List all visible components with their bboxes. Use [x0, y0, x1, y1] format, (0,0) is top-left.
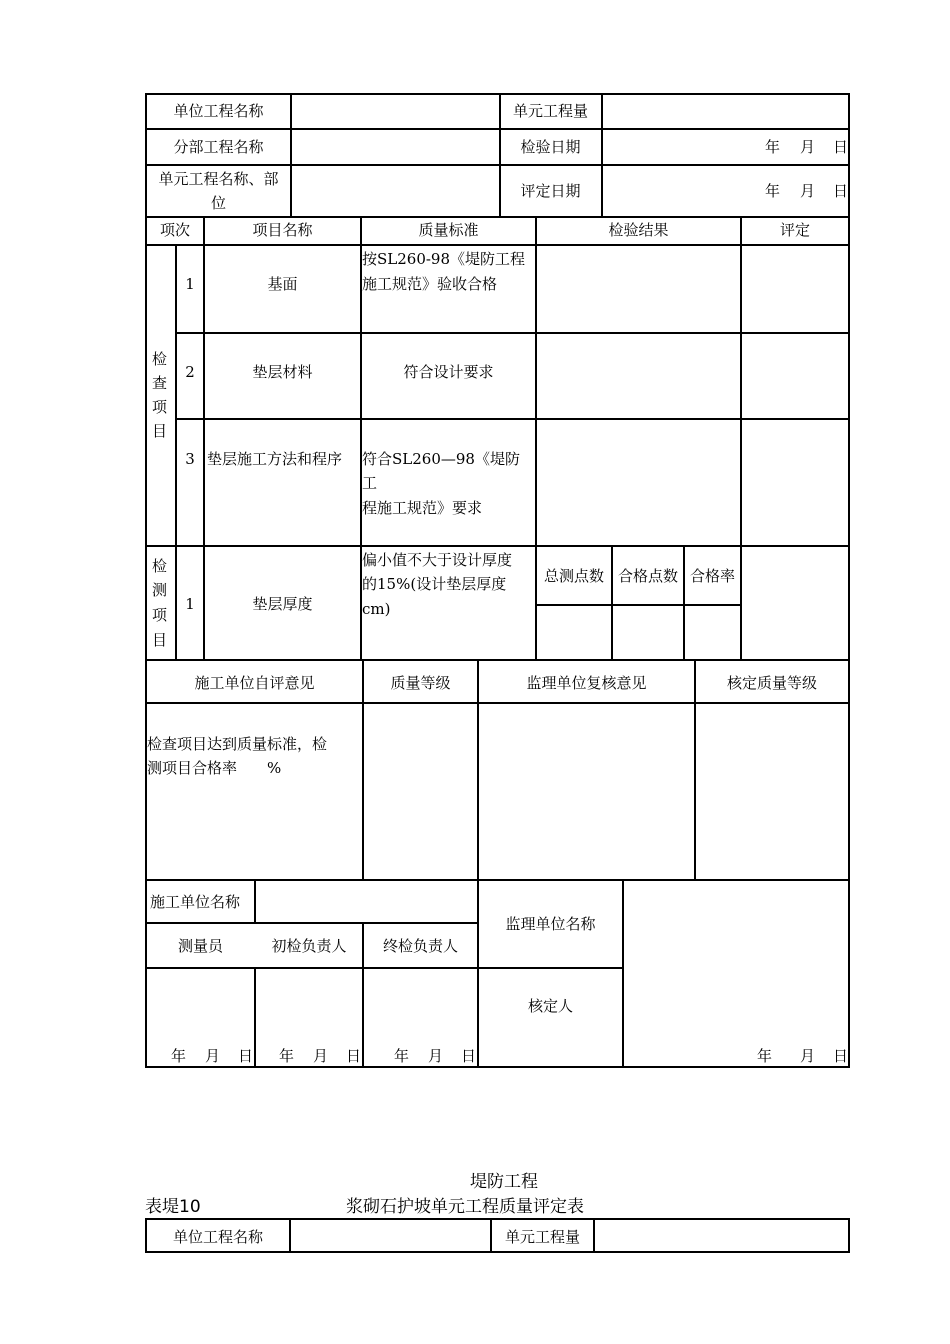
- self-eval-text-line1: 检查项目达到质量标准，检: [147, 735, 328, 753]
- measure-row-1-no: 1: [185, 595, 195, 613]
- final-inspector-date-year: 年: [394, 1047, 410, 1065]
- inspection-date-month: 月: [800, 138, 816, 156]
- check-row-1-no: 1: [185, 275, 195, 293]
- final-inspector-date-month: 月: [428, 1047, 444, 1065]
- inspection-date-label: 检验日期: [520, 138, 581, 156]
- check-row-1-standard-line2: 施工规范》验收合格: [362, 275, 498, 293]
- next-page-unit-quantity: 单元工程量: [504, 1228, 580, 1246]
- check-row-3-no: 3: [185, 450, 195, 468]
- measure-group-label-4: 目: [152, 631, 168, 649]
- measure-standard-line2: 的15%(设计垫层厚度: [362, 575, 507, 593]
- check-row-3-standard-line2: 工: [362, 474, 378, 492]
- check-row-3-name: 垫层施工方法和程序: [207, 450, 343, 468]
- initial-inspector-date-year: 年: [279, 1047, 295, 1065]
- pass-points-header: 合格点数: [617, 567, 678, 585]
- supervisor-review-header: 监理单位复核意见: [526, 674, 647, 692]
- next-page-category: 堤防工程: [470, 1172, 538, 1192]
- check-row-1-standard-line1: 按SL260-98《堤防工程: [362, 250, 526, 268]
- unit-name-label-line2: 位: [210, 194, 226, 212]
- unit-name-label-line1: 单元工程名称、部: [158, 170, 279, 188]
- check-group-label-3: 项: [152, 398, 168, 416]
- pass-rate-header: 合格率: [689, 567, 735, 585]
- contractor-name-label: 施工单位名称: [150, 893, 241, 911]
- surveyor-label: 测量员: [177, 937, 223, 955]
- standard-header: 质量标准: [418, 221, 479, 239]
- supervisor-name-label: 监理单位名称: [505, 915, 596, 933]
- measure-row-1-name: 垫层厚度: [252, 595, 313, 613]
- measure-standard-line3: cm): [362, 600, 391, 618]
- approver-date-month: 月: [800, 1047, 816, 1065]
- inspection-date-day: 日: [833, 138, 849, 156]
- approver-date-year: 年: [757, 1047, 773, 1065]
- measure-group-label-3: 项: [152, 606, 168, 624]
- next-page-table-code: 表堤10: [145, 1197, 201, 1217]
- surveyor-date-year: 年: [171, 1047, 187, 1065]
- check-row-3-standard-line1: 符合SL260—98《堤防: [362, 450, 520, 468]
- evaluation-date-month: 月: [800, 182, 816, 200]
- measure-group-label-1: 检: [152, 557, 168, 575]
- check-row-2-standard: 符合设计要求: [403, 363, 494, 381]
- total-points-header: 总测点数: [543, 567, 604, 585]
- evaluation-date-year: 年: [765, 182, 781, 200]
- final-inspector-label: 终检负责人: [382, 937, 458, 955]
- sub-project-name-label: 分部工程名称: [173, 138, 264, 156]
- unit-quantity-label: 单元工程量: [512, 102, 588, 120]
- evaluation-date-day: 日: [833, 182, 849, 200]
- evaluation-date-label: 评定日期: [520, 182, 581, 200]
- result-header: 检验结果: [608, 221, 669, 239]
- initial-inspector-date-day: 日: [346, 1047, 362, 1065]
- check-group-label-1: 检: [152, 350, 168, 368]
- check-group-label-4: 目: [152, 422, 168, 440]
- quality-grade-header: 质量等级: [390, 674, 451, 692]
- self-eval-header: 施工单位自评意见: [194, 674, 315, 692]
- next-page-unit-project-name: 单位工程名称: [172, 1228, 263, 1246]
- check-row-2-no: 2: [185, 363, 195, 381]
- item-no-header: 项次: [159, 221, 190, 239]
- check-row-1-name: 基面: [267, 275, 298, 293]
- approved-grade-header: 核定质量等级: [726, 674, 817, 692]
- measure-standard-line1: 偏小值不大于设计厚度: [362, 551, 513, 569]
- surveyor-date-day: 日: [238, 1047, 254, 1065]
- item-name-header: 项目名称: [252, 221, 313, 239]
- surveyor-date-month: 月: [205, 1047, 221, 1065]
- check-row-2-name: 垫层材料: [252, 363, 313, 381]
- self-eval-text-line2: 测项目合格率 %: [147, 759, 282, 777]
- initial-inspector-label: 初检负责人: [271, 937, 347, 955]
- next-page-title: 浆砌石护坡单元工程质量评定表: [346, 1197, 584, 1217]
- rating-header: 评定: [779, 221, 810, 239]
- final-inspector-date-day: 日: [461, 1047, 477, 1065]
- initial-inspector-date-month: 月: [313, 1047, 329, 1065]
- approver-label: 核定人: [527, 997, 573, 1015]
- approver-date-day: 日: [833, 1047, 849, 1065]
- check-row-3-standard-line3: 程施工规范》要求: [362, 499, 483, 517]
- measure-group-label-2: 测: [152, 581, 168, 599]
- check-group-label-2: 查: [152, 374, 168, 392]
- inspection-date-year: 年: [765, 138, 781, 156]
- unit-project-name-label: 单位工程名称: [173, 102, 264, 120]
